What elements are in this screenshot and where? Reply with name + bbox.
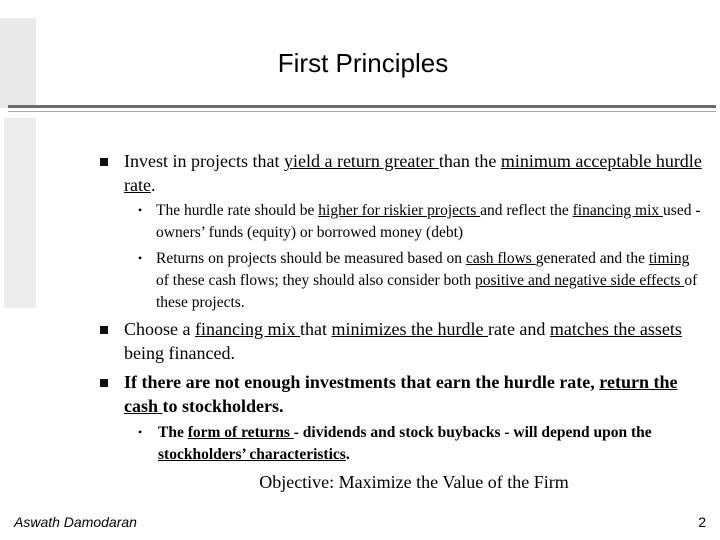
- bullet-marker-3: [100, 379, 108, 387]
- text-run: - dividends and stock buybacks - will depend upon the: [293, 424, 652, 441]
- bullet-marker-1: [100, 158, 108, 166]
- underlined-phrase: minimizes the hurdle: [331, 319, 488, 339]
- sub-bullet-text-1-1: [156, 200, 701, 244]
- text-run: Choose a: [124, 319, 195, 339]
- text-run: .: [150, 175, 156, 195]
- text-run: of these cash flows; they should also consider both: [156, 272, 475, 289]
- sub-bullet-text-3-1: [158, 422, 678, 466]
- underlined-phrase: positive and negative side effects: [474, 272, 685, 289]
- text-run: Invest in projects that: [124, 151, 284, 171]
- underlined-phrase: matches the assets: [549, 319, 682, 339]
- text-run: used - owners’ funds (equity) or borrowed money (debt): [156, 202, 701, 241]
- text-run: rate and: [487, 319, 550, 339]
- bullet-marker-2: [100, 326, 108, 334]
- objective-statement: Objective: Maximize the Value of the Firm: [259, 472, 569, 492]
- bullet-text-2: [124, 317, 704, 365]
- text-run: to stockholders.: [162, 396, 284, 416]
- author-footer: Aswath Damodaran: [14, 514, 137, 530]
- sub-bullet-marker-1-1: •: [138, 203, 143, 217]
- title-divider-thin: [8, 111, 716, 112]
- text-run: and reflect the: [480, 202, 573, 219]
- text-run: that: [299, 319, 332, 339]
- underlined-phrase: yield a return greater: [283, 151, 439, 171]
- slide-title: First Principles: [277, 48, 449, 78]
- underlined-phrase: higher for riskier projects: [318, 202, 481, 219]
- text-run: generated and the: [535, 250, 649, 267]
- title-divider: [8, 105, 716, 108]
- side-decoration-bottom: [4, 118, 36, 308]
- underlined-phrase: cash flows: [465, 250, 536, 267]
- text-run: being financed.: [124, 343, 235, 363]
- underlined-phrase: stockholders’ characteristics: [158, 446, 346, 463]
- underlined-phrase: minimum acceptable hurdle rate: [124, 151, 702, 195]
- sub-bullet-marker-3-1: •: [138, 425, 143, 439]
- underlined-phrase: form of returns: [187, 424, 294, 441]
- underlined-phrase: financing mix: [195, 319, 300, 339]
- text-run: If there are not enough investments that earn the hurdle rate,: [124, 372, 600, 392]
- text-run: of these projects.: [156, 272, 698, 311]
- underlined-phrase: timing: [648, 250, 690, 267]
- sub-bullet-marker-1-2: •: [138, 251, 143, 265]
- text-run: The hurdle rate should be: [156, 202, 319, 219]
- bullet-text-1: [124, 149, 704, 197]
- underlined-phrase: financing mix: [572, 202, 664, 219]
- underlined-phrase: return the cash: [124, 372, 678, 416]
- text-run: than the: [438, 151, 501, 171]
- bullet-text-3: [124, 370, 704, 418]
- sub-bullet-text-1-2: [156, 248, 701, 314]
- text-run: .: [345, 446, 350, 463]
- text-run: Returns on projects should be measured based on: [156, 250, 466, 267]
- text-run: The: [158, 424, 188, 441]
- page-number: 2: [698, 514, 706, 530]
